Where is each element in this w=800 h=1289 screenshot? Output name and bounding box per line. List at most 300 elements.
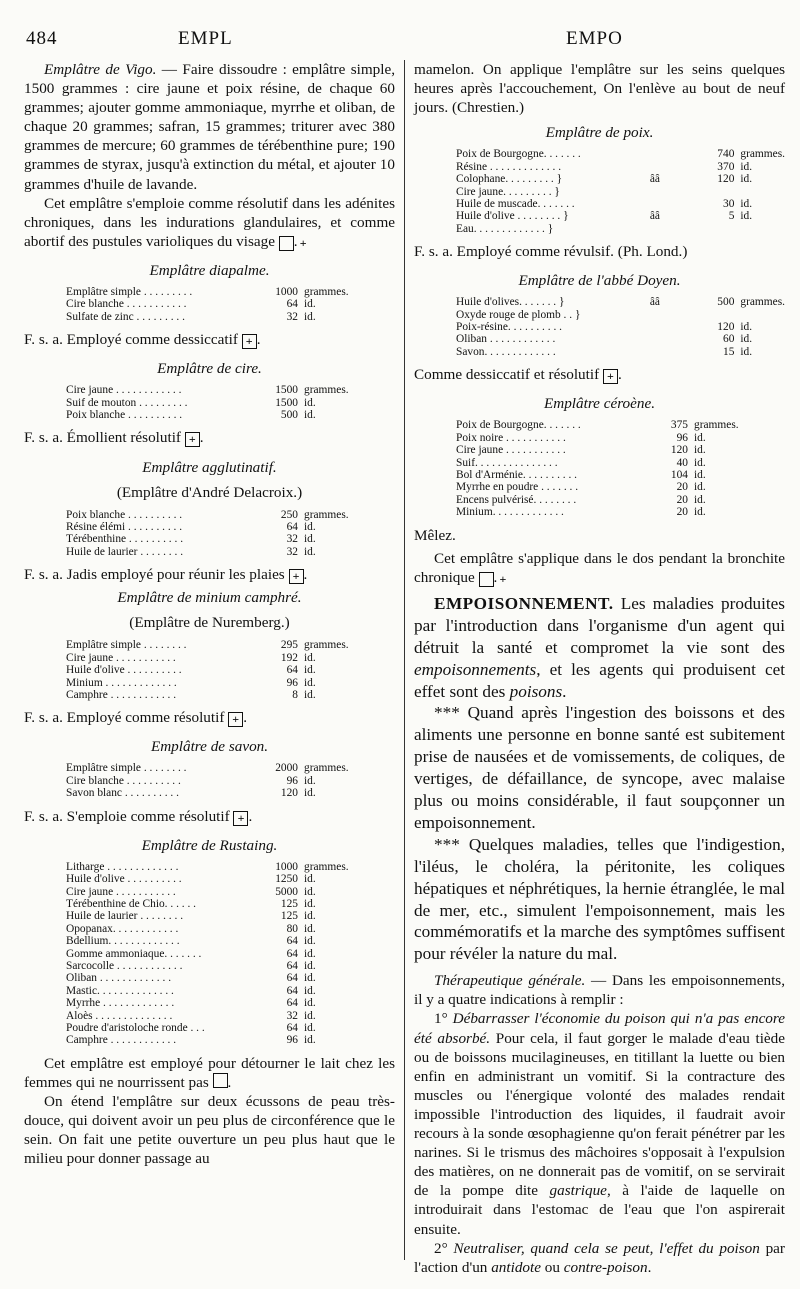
ingredient-unit: id. bbox=[304, 545, 316, 558]
ingredient-name: Encens pulvérisé. . . . . . . . bbox=[456, 493, 577, 506]
ingredient-quantity: 30 bbox=[723, 197, 735, 210]
ingredient-name: Litharge . . . . . . . . . . . . . bbox=[66, 860, 179, 873]
ingredient-quantity: 1500 bbox=[275, 396, 298, 409]
ingredient-quantity: 20 bbox=[676, 493, 688, 506]
ingredient-quantity: 120 bbox=[670, 444, 688, 457]
empoisonnement-heading: EMPOISONNEMENT. bbox=[434, 593, 614, 613]
indication-1 bbox=[414, 1009, 785, 1238]
ingredient-each bbox=[650, 198, 702, 210]
ingredient-quantity: 1500 bbox=[275, 384, 298, 397]
ingredient-row bbox=[66, 533, 395, 545]
recipe-table bbox=[66, 384, 395, 421]
lait-paragraph: Cet emplâtre est employé pour détourner le lait chez les femmes qui ne nourrissent pas . bbox=[24, 1054, 395, 1091]
ingredient-unit: id. bbox=[694, 493, 706, 506]
ingredient-row bbox=[66, 298, 395, 310]
gastrique-term: gastrique bbox=[549, 1182, 607, 1200]
ingredient-quantity: 370 bbox=[717, 160, 735, 173]
ingredient-each bbox=[650, 346, 702, 358]
ingredient-quantity: 120 bbox=[717, 173, 735, 186]
ingredient-quantity: 20 bbox=[676, 506, 688, 519]
ingredient-unit: id. bbox=[304, 1034, 316, 1047]
ingredient-row bbox=[66, 787, 395, 799]
ingredient-unit: id. bbox=[304, 910, 316, 923]
ingredient-quantity: 96 bbox=[286, 1034, 298, 1047]
ingredient-name: Huile d'olive . . . . . . . . . . bbox=[66, 873, 182, 886]
ingredient-name: Minium. . . . . . . . . . . . . bbox=[456, 506, 564, 519]
recipe-note: Comme dessiccatif et résolutif + . bbox=[414, 366, 622, 384]
ingredient-name: Oliban . . . . . . . . . . . . . bbox=[66, 972, 172, 985]
page-number: 484 bbox=[26, 28, 58, 49]
ingredient-unit: id. bbox=[304, 997, 316, 1010]
ingredient-name: Oliban . . . . . . . . . . . . bbox=[456, 333, 556, 346]
ingredient-quantity: 15 bbox=[723, 345, 735, 358]
ingredient-name: Suif de mouton . . . . . . . . . bbox=[66, 396, 188, 409]
recipe-table bbox=[66, 286, 395, 323]
indication-title: Neutraliser, quand cela se peut, l'effet du poison bbox=[447, 1239, 760, 1257]
ingredient-row bbox=[66, 509, 395, 521]
ingredient-unit: id. bbox=[304, 676, 316, 689]
quelques-paragraph: *** Quelques maladies, telles que l'indigestion, l'iléus, le choléra, la péritonite, les coliques hépatiques et néphrétiques, la hernie étranglée, le mal de mer, etc., simulent l'empoisonnement, mais les commémoratifs et la marche des symptômes suffisent pour révéler la nature du mal. bbox=[414, 834, 785, 964]
bronchite-text: Cet emplâtre s'applique dans le dos pendant la bronchite chronique bbox=[414, 549, 785, 586]
ingredient-quantity: 64 bbox=[286, 972, 298, 985]
ingredient-row bbox=[456, 469, 785, 481]
column-divider bbox=[404, 60, 405, 1260]
recipe-title: Emplâtre de minium camphré. bbox=[117, 589, 302, 607]
ingredient-name: Cire blanche . . . . . . . . . . . bbox=[66, 298, 187, 311]
ingredient-unit: id. bbox=[304, 897, 316, 910]
ingredient-unit: id. bbox=[304, 533, 316, 546]
ingredient-name: Camphre . . . . . . . . . . . . bbox=[66, 688, 177, 701]
ingredient-name: Minium . . . . . . . . . . . . . bbox=[66, 676, 177, 689]
ingredient-row bbox=[456, 494, 785, 506]
indication-text: . bbox=[647, 1258, 652, 1276]
ingredient-quantity: 64 bbox=[286, 664, 298, 677]
ingredient-name: Huile de muscade. . . . . . . bbox=[456, 197, 575, 210]
ingredient-quantity: 96 bbox=[676, 431, 688, 444]
ingredient-row bbox=[456, 432, 785, 444]
ingredient-unit: id. bbox=[304, 972, 316, 985]
ingredient-quantity: 64 bbox=[286, 520, 298, 533]
ingredient-quantity: 104 bbox=[670, 468, 688, 481]
ingredient-unit: id. bbox=[304, 873, 316, 886]
ingredient-each: ââ bbox=[649, 173, 660, 186]
ecusson-paragraph: On étend l'emplâtre sur deux écussons de peau très-douce, qui doivent avoir un peu plus de circonférence que le sein. On fait une petite ouverture un peu plus haut que le milieu pour donner passage au bbox=[24, 1093, 395, 1168]
ingredient-each: ââ bbox=[649, 210, 660, 223]
ingredient-quantity: 5000 bbox=[275, 885, 298, 898]
ingredient-quantity: 64 bbox=[286, 1022, 298, 1034]
ingredient-row bbox=[456, 333, 785, 345]
ingredient-row bbox=[66, 861, 395, 873]
ingredient-quantity: 64 bbox=[286, 298, 298, 311]
ingredient-unit: id. bbox=[694, 444, 706, 457]
ingredient-quantity: 64 bbox=[286, 935, 298, 948]
recipe-note: F. s. a. Employé comme révulsif. (Ph. Lond.) bbox=[414, 243, 688, 261]
empoisonnement-text: . bbox=[562, 681, 567, 701]
ingredient-name: Cire jaune . . . . . . . . . . . . bbox=[66, 384, 182, 397]
ingredient-unit: id. bbox=[740, 321, 753, 334]
ingredient-quantity: 125 bbox=[280, 910, 298, 923]
ingredient-quantity: 64 bbox=[286, 947, 298, 960]
ingredient-name: Gomme ammoniaque. . . . . . . bbox=[66, 947, 202, 960]
ingredient-row bbox=[456, 161, 785, 173]
ingredient-name: Cire jaune . . . . . . . . . . . bbox=[456, 444, 566, 457]
ingredient-unit: id. bbox=[304, 1009, 316, 1022]
cross-icon: + bbox=[242, 334, 257, 349]
ingredient-each bbox=[650, 333, 702, 345]
ingredient-quantity: 192 bbox=[280, 651, 298, 664]
ingredient-name: Résine . . . . . . . . . . . . . bbox=[456, 160, 562, 173]
ingredient-name: Poix de Bourgogne. . . . . . . bbox=[456, 148, 581, 161]
ingredient-name: Bol d'Arménie. . . . . . . . . . bbox=[456, 468, 578, 481]
ingredient-quantity: 1000 bbox=[275, 285, 298, 298]
ingredient-row bbox=[66, 409, 395, 421]
empoisonnement-paragraph bbox=[414, 593, 785, 703]
ingredient-name: Emplâtre simple . . . . . . . . bbox=[66, 639, 187, 652]
ingredient-name: Myrrhe en poudre . . . . . . . bbox=[456, 481, 579, 494]
ingredient-row bbox=[66, 664, 395, 676]
therapeutique-title: Thérapeutique générale. bbox=[434, 972, 586, 990]
ingredient-quantity: 96 bbox=[286, 774, 298, 787]
vigo-usage: Cet emplâtre s'emploie comme résolutif dans les adénites chroniques, dans les indurations glandulaires, et comme abortif des pustules varioliques du visage +. bbox=[24, 194, 395, 250]
cross-icon: + bbox=[603, 369, 618, 384]
ingredient-unit: id. bbox=[304, 885, 316, 898]
ingredient-quantity bbox=[701, 309, 740, 321]
ingredient-quantity: 64 bbox=[286, 997, 298, 1010]
ingredient-name: Oxyde rouge de plomb . . } bbox=[456, 308, 581, 321]
vigo-title: Emplâtre de Vigo. bbox=[44, 61, 157, 78]
ingredient-unit: grammes. bbox=[740, 148, 785, 161]
recipe-title: Emplâtre céroène. bbox=[543, 395, 656, 413]
ingredient-unit: id. bbox=[304, 664, 316, 677]
ingredient-row bbox=[456, 223, 785, 235]
ingredient-quantity: 96 bbox=[286, 676, 298, 689]
ingredient-unit: id. bbox=[694, 506, 706, 519]
recipe-note: F. s. a. Employé comme dessiccatif + . bbox=[24, 331, 261, 349]
ingredient-quantity: 1250 bbox=[275, 873, 298, 886]
ingredient-unit: grammes. bbox=[304, 762, 349, 775]
ingredient-name: Emplâtre simple . . . . . . . . bbox=[66, 762, 187, 775]
ingredient-row bbox=[456, 506, 785, 518]
ingredient-quantity: 64 bbox=[286, 959, 298, 972]
ingredient-unit bbox=[740, 309, 785, 321]
recipe-table bbox=[456, 419, 785, 518]
ingredient-quantity: 1000 bbox=[275, 860, 298, 873]
ingredient-row bbox=[456, 309, 785, 321]
ingredient-quantity: 32 bbox=[286, 545, 298, 558]
recipe-table bbox=[66, 639, 395, 701]
ingredient-unit: id. bbox=[304, 959, 316, 972]
ingredient-name: Résine élémi . . . . . . . . . . bbox=[66, 520, 183, 533]
ingredient-unit: grammes. bbox=[304, 860, 349, 873]
ingredient-quantity: 120 bbox=[280, 787, 298, 800]
lait-text: Cet emplâtre est employé pour détourner le lait chez les femmes qui ne nourrissent pas bbox=[24, 1054, 395, 1091]
ingredient-unit bbox=[740, 186, 785, 198]
recipe-note-text: Comme dessiccatif et résolutif bbox=[414, 366, 600, 384]
ingredient-row bbox=[456, 481, 785, 493]
ingredient-row bbox=[66, 775, 395, 787]
ingredient-each bbox=[650, 161, 702, 173]
ingredient-name: Suif. . . . . . . . . . . . . . . bbox=[456, 456, 558, 469]
ingredient-row bbox=[456, 457, 785, 469]
ingredient-name: Poix-résine. . . . . . . . . . bbox=[456, 321, 562, 334]
ingredient-row bbox=[456, 296, 785, 308]
recipe-note: Mêlez. bbox=[414, 526, 456, 544]
ingredient-name: Cire jaune . . . . . . . . . . . bbox=[66, 885, 176, 898]
ingredient-row bbox=[66, 898, 395, 910]
square-icon bbox=[213, 1073, 228, 1088]
ingredient-name: Huile de laurier . . . . . . . . bbox=[66, 910, 184, 923]
ingredient-row bbox=[66, 1034, 395, 1046]
ingredient-each bbox=[650, 148, 702, 160]
ingredient-row bbox=[456, 419, 785, 431]
therapeutique-text: — Dans les empoisonnements, il y a quatre indications à remplir : bbox=[414, 972, 785, 1009]
ingredient-quantity: 500 bbox=[280, 409, 298, 422]
ingredient-row bbox=[66, 935, 395, 947]
ingredient-row bbox=[66, 652, 395, 664]
ingredient-quantity: 740 bbox=[717, 148, 735, 161]
ingredient-name: Colophane. . . . . . . . . } bbox=[456, 173, 563, 186]
ingredient-unit: id. bbox=[304, 310, 316, 323]
recipe-title: Emplâtre de savon. bbox=[150, 738, 269, 756]
recipe-table bbox=[66, 509, 395, 559]
ingredient-row bbox=[456, 186, 785, 198]
ingredient-row bbox=[66, 873, 395, 885]
recipe-note: F. s. a. Jadis employé pour réunir les plaies + . bbox=[24, 566, 308, 584]
ingredient-name: Poix noire . . . . . . . . . . . bbox=[456, 431, 566, 444]
recipe-table bbox=[66, 861, 395, 1047]
ingredient-row bbox=[66, 286, 395, 298]
ingredient-row bbox=[66, 948, 395, 960]
ingredient-name: Poix blanche . . . . . . . . . . bbox=[66, 508, 183, 521]
ingredient-unit: id. bbox=[304, 520, 316, 533]
vigo-body: — Faire dissoudre : emplâtre simple, 1500 grammes : cire jaune et poix résine, de chaque 60 grammes; ajouter gomme ammoniaque, myrrhe et oliban, de chaque 20 grammes; safran, 15 grammes; triturer avec 380 grammes de mercure; 60 grammes de térébenthine pure; 190 grammes de styrax, jusqu'à extinction du métal, et ajouter 10 grammes d'huile de lavande. bbox=[24, 61, 395, 193]
recipe-table bbox=[66, 762, 395, 799]
ingredient-quantity: 500 bbox=[717, 296, 735, 309]
ingredient-name: Poudre d'aristoloche ronde . . . bbox=[66, 1022, 205, 1034]
ingredient-row bbox=[66, 689, 395, 701]
ingredient-quantity: 80 bbox=[286, 922, 298, 935]
ingredient-unit: id. bbox=[304, 688, 316, 701]
ingredient-unit: id. bbox=[304, 922, 316, 935]
ingredient-quantity: 40 bbox=[676, 456, 688, 469]
ingredient-quantity: 60 bbox=[723, 333, 735, 346]
ingredient-unit: id. bbox=[304, 298, 316, 311]
ingredient-quantity: 32 bbox=[286, 1009, 298, 1022]
ingredient-row bbox=[66, 762, 395, 774]
ingredient-name: Bdellium. . . . . . . . . . . . . bbox=[66, 935, 180, 948]
recipe-title: Emplâtre de Rustaing. bbox=[141, 836, 278, 854]
antidote-term: antidote bbox=[491, 1258, 541, 1276]
cross-icon: + bbox=[228, 712, 243, 727]
ingredient-name: Savon blanc . . . . . . . . . . bbox=[66, 787, 179, 800]
left-column bbox=[24, 60, 395, 1168]
ingredient-unit: id. bbox=[304, 396, 316, 409]
ingredient-row bbox=[66, 923, 395, 935]
ingredient-unit: id. bbox=[740, 333, 753, 346]
ingredient-quantity: 125 bbox=[280, 897, 298, 910]
ingredient-row bbox=[66, 1022, 395, 1034]
ingredient-unit bbox=[740, 223, 785, 235]
ingredient-name: Opopanax. . . . . . . . . . . . bbox=[66, 922, 179, 935]
ingredient-unit: id. bbox=[694, 456, 706, 469]
indication-text: Pour cela, il faut gorger le malade d'eau tiède ou de boissons mucilagineuses, en titillant la luette ou bien enfin en administrant un vomitif. Si la contracture des muscles ou l'énergique volonté des malades rendait impossible l'introduction des liquides, il faudrait avoir recours à la sonde œsophagienne qu'on ferait pénétrer par les narines. Si le trismus des mâchoires s'opposait à l'expulsion des matières, on ne donnerait pas de vomitif, on se servirait de la pompe dite bbox=[414, 1029, 786, 1200]
indication-number: 2° bbox=[434, 1239, 448, 1257]
cross-icon: + bbox=[233, 811, 248, 826]
empoisonnement-text: , et les agents qui produisent cet effet sont des bbox=[414, 659, 785, 701]
indication-text: ou bbox=[540, 1258, 564, 1276]
ingredient-name: Myrrhe . . . . . . . . . . . . . bbox=[66, 997, 175, 1010]
ingredient-row bbox=[66, 1010, 395, 1022]
ingredient-unit: id. bbox=[304, 1022, 316, 1034]
ingredient-name: Camphre . . . . . . . . . . . . bbox=[66, 1034, 177, 1047]
ingredient-row bbox=[456, 198, 785, 210]
ingredient-unit: id. bbox=[740, 173, 753, 186]
ingredient-name: Térébenthine . . . . . . . . . . bbox=[66, 533, 184, 546]
ingredient-unit: grammes. bbox=[304, 384, 349, 397]
recipe-title: Emplâtre diapalme. bbox=[149, 261, 270, 279]
ingredient-quantity: 64 bbox=[286, 984, 298, 997]
mamelon-paragraph: mamelon. On applique l'emplâtre sur les seins quelques heures après l'accouchement, On l'enlève au bout de neuf jours. (Chrestien.) bbox=[414, 61, 785, 117]
ingredient-row bbox=[66, 985, 395, 997]
ingredient-unit: id. bbox=[304, 774, 316, 787]
ingredient-unit: grammes. bbox=[304, 639, 349, 652]
ingredient-name: Térébenthine de Chio. . . . . . bbox=[66, 897, 197, 910]
indication-number: 1° bbox=[434, 1010, 448, 1028]
ingredient-row bbox=[456, 321, 785, 333]
empoisonnement-term: empoisonnements bbox=[414, 659, 537, 679]
ingredient-unit: grammes. bbox=[740, 296, 785, 309]
ingredient-unit: id. bbox=[304, 947, 316, 960]
recipe-subtitle: (Emplâtre de Nuremberg.) bbox=[129, 614, 290, 632]
ingredient-quantity: 120 bbox=[717, 321, 735, 334]
ingredient-name: Cire blanche . . . . . . . . . . bbox=[66, 774, 181, 787]
recipe-note: F. s. a. Employé comme résolutif + . bbox=[24, 709, 247, 727]
ingredient-unit: id. bbox=[304, 787, 316, 800]
ingredient-row bbox=[66, 311, 395, 323]
quand-paragraph: *** Quand après l'ingestion des boissons et des aliments une personne en bonne santé est subitement prise de nausées et de vomissements, de coliques, de vertiges, de défaillance, de syncope, avec malaise plus ou moins considérable, il faut soupçonner un empoisonnement. bbox=[414, 703, 785, 832]
ingredient-row bbox=[66, 384, 395, 396]
ingredient-unit: id. bbox=[304, 935, 316, 948]
vigo-paragraph bbox=[24, 60, 395, 194]
recipe-title: Emplâtre de cire. bbox=[157, 360, 262, 378]
ingredient-unit: grammes. bbox=[304, 285, 349, 298]
ingredient-row bbox=[66, 886, 395, 898]
ingredient-quantity: 32 bbox=[286, 533, 298, 546]
ingredient-unit: id. bbox=[740, 160, 753, 173]
ingredient-each bbox=[650, 321, 702, 333]
ingredient-name: Mastic. . . . . . . . . . . . . . bbox=[66, 984, 174, 997]
ingredient-name: Cire jaune. . . . . . . . . } bbox=[456, 185, 560, 198]
ingredient-row bbox=[66, 910, 395, 922]
recipe-note-text: F. s. a. Émollient résolutif bbox=[24, 429, 181, 447]
ingredient-row bbox=[66, 639, 395, 651]
ingredient-name: Huile d'olive . . . . . . . . . . bbox=[66, 664, 182, 677]
recipe-table bbox=[456, 296, 785, 358]
recipe-table bbox=[456, 148, 785, 235]
ingredient-row bbox=[66, 677, 395, 689]
ingredient-quantity: 20 bbox=[676, 481, 688, 494]
ingredient-unit: id. bbox=[304, 651, 316, 664]
ingredient-row bbox=[66, 521, 395, 533]
empoisonnement-text: Les maladies produites par l'introduction dans l'organisme d'un agent qui détruit la santé et compromet la vie sont des bbox=[414, 593, 785, 657]
recipe-note-text: F. s. a. S'emploie comme résolutif bbox=[24, 807, 230, 825]
cross-icon: + bbox=[185, 432, 200, 447]
ingredient-quantity: 5 bbox=[728, 210, 735, 223]
cross-icon: + bbox=[479, 572, 494, 587]
ingredient-row bbox=[66, 397, 395, 409]
bronchite-paragraph: Cet emplâtre s'applique dans le dos pendant la bronchite chronique +. bbox=[414, 549, 785, 586]
ingredient-quantity: 8 bbox=[292, 688, 298, 701]
ingredient-name: Cire jaune . . . . . . . . . . . bbox=[66, 651, 176, 664]
ingredient-row bbox=[456, 346, 785, 358]
ingredient-quantity: 295 bbox=[280, 639, 298, 652]
recipe-note-text: F. s. a. Jadis employé pour réunir les plaies bbox=[24, 566, 285, 584]
ingredient-quantity: 2000 bbox=[275, 762, 298, 775]
vigo-usage-text: Cet emplâtre s'emploie comme résolutif dans les adénites chroniques, dans les indurations glandulaires, et comme abortif des pustules varioliques du visage bbox=[24, 194, 395, 250]
ingredient-name: Aloès . . . . . . . . . . . . . . bbox=[66, 1009, 173, 1022]
ingredient-name: Huile de laurier . . . . . . . . bbox=[66, 545, 184, 558]
ingredient-each bbox=[650, 223, 702, 235]
ingredient-name: Sarcocolle . . . . . . . . . . . . bbox=[66, 959, 183, 972]
ingredient-unit: id. bbox=[694, 481, 706, 494]
recipe-title: Emplâtre de l'abbé Doyen. bbox=[518, 272, 681, 290]
recipe-note: F. s. a. S'emploie comme résolutif + . bbox=[24, 807, 253, 825]
indication-text: par l'action d'un bbox=[414, 1239, 785, 1276]
ingredient-name: Eau. . . . . . . . . . . . . } bbox=[456, 222, 554, 235]
ingredient-each bbox=[650, 186, 702, 198]
ingredient-quantity: 32 bbox=[286, 310, 298, 323]
cross-icon: + bbox=[289, 569, 304, 584]
contre-poison-term: contre-poison bbox=[563, 1258, 648, 1276]
recipe-title: Emplâtre de poix. bbox=[545, 124, 654, 142]
recipe-note-text: F. s. a. Employé comme résolutif bbox=[24, 709, 225, 727]
ingredient-name: Emplâtre simple . . . . . . . . . bbox=[66, 285, 193, 298]
cross-icon: + bbox=[279, 236, 294, 251]
ingredient-row bbox=[66, 972, 395, 984]
ingredient-quantity: 375 bbox=[670, 419, 688, 432]
ingredient-row bbox=[456, 173, 785, 185]
ingredient-unit: id. bbox=[304, 409, 316, 422]
therapeutique-paragraph bbox=[414, 971, 785, 1009]
ingredient-row bbox=[66, 997, 395, 1009]
ingredient-unit: grammes. bbox=[694, 419, 739, 432]
recipe-note: F. s. a. Émollient résolutif + . bbox=[24, 429, 204, 447]
running-head-left: EMPL bbox=[178, 28, 233, 49]
ingredient-name: Huile d'olives. . . . . . . } bbox=[456, 296, 565, 309]
ingredient-each bbox=[650, 309, 702, 321]
ingredient-row bbox=[66, 960, 395, 972]
ingredient-unit: id. bbox=[694, 431, 706, 444]
ingredient-quantity bbox=[701, 223, 740, 235]
ingredient-name: Huile d'olive . . . . . . . . } bbox=[456, 210, 569, 223]
ingredient-name: Savon. . . . . . . . . . . . . bbox=[456, 345, 556, 358]
recipe-note-text: F. s. a. Employé comme dessiccatif bbox=[24, 331, 238, 349]
indication-text: , à l'aide de laquelle on introduirait dans l'estomac de l'eau que l'on aspirerait ensuite. bbox=[414, 1182, 785, 1238]
ingredient-row bbox=[66, 546, 395, 558]
ingredient-row bbox=[456, 444, 785, 456]
poisons-term: poisons bbox=[509, 681, 563, 701]
recipe-title: Emplâtre agglutinatif. bbox=[142, 458, 277, 476]
ingredient-quantity: 250 bbox=[280, 508, 298, 521]
right-column bbox=[414, 60, 785, 1277]
ingredient-unit: id. bbox=[740, 197, 753, 210]
ingredient-unit: id. bbox=[740, 345, 753, 358]
ingredient-unit: id. bbox=[304, 984, 316, 997]
recipe-subtitle: (Emplâtre d'André Delacroix.) bbox=[116, 483, 303, 501]
ingredient-unit: id. bbox=[694, 468, 706, 481]
running-head-right: EMPO bbox=[566, 28, 623, 49]
ingredient-row bbox=[456, 210, 785, 222]
